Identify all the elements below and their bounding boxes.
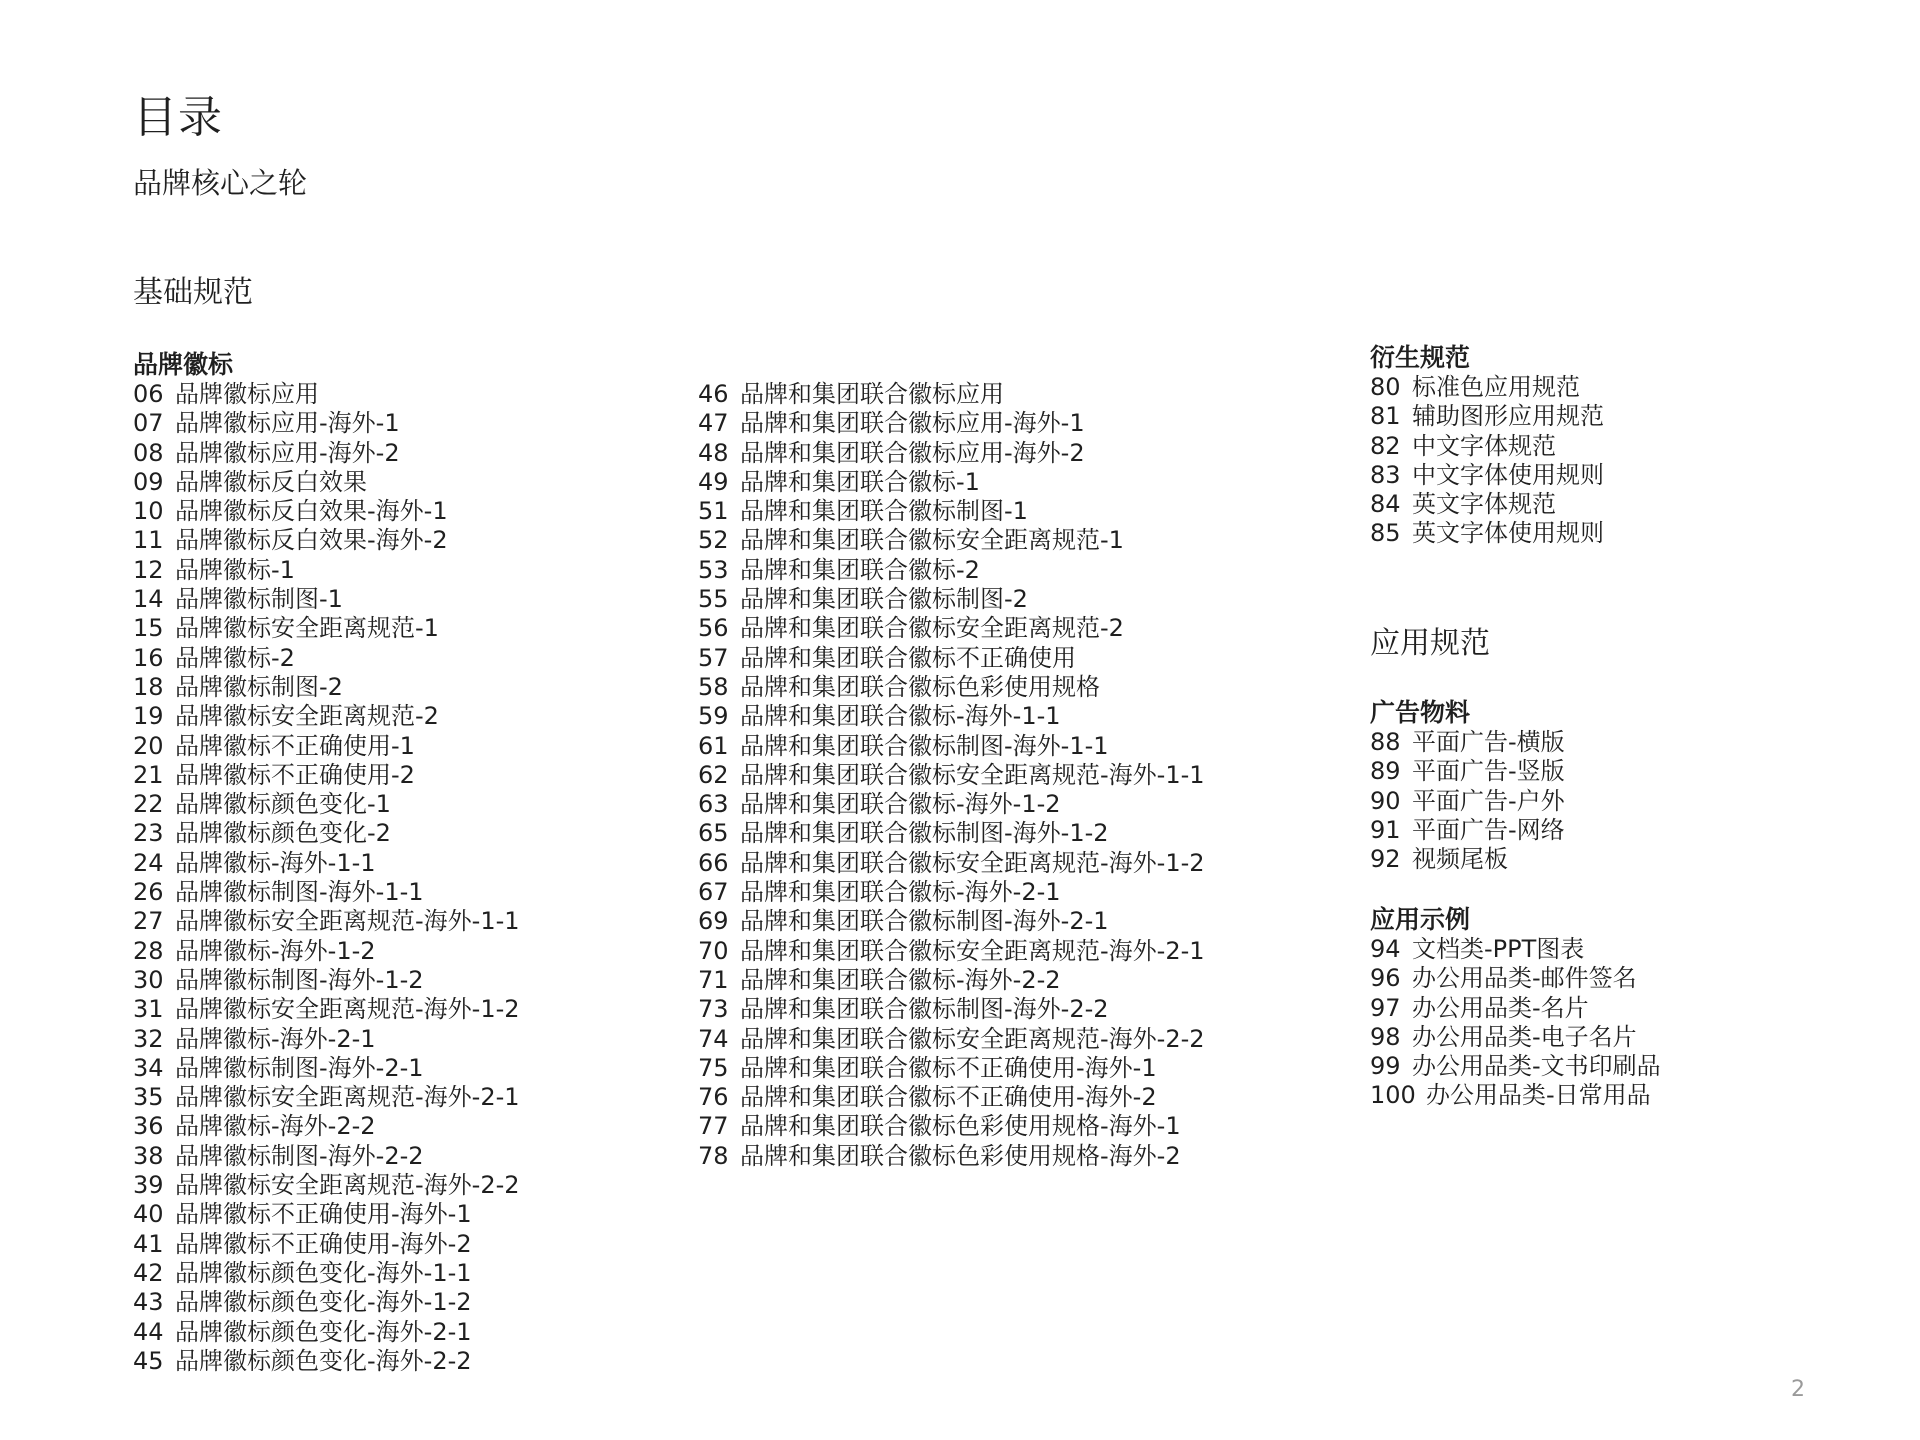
- toc-entry[interactable]: [698, 732, 1205, 761]
- toc-entry[interactable]: [1370, 964, 1661, 993]
- toc-entry-label: 品牌徽标安全距离规范-海外-2-1: [175, 1083, 520, 1112]
- toc-entry-label: 品牌徽标安全距离规范-海外-1-2: [175, 995, 520, 1024]
- toc-entry-label: 品牌和集团联合徽标安全距离规范-海外-2-2: [740, 1024, 1205, 1053]
- toc-column-3-advertising: [1370, 698, 1565, 874]
- toc-entry[interactable]: [1370, 1081, 1661, 1110]
- toc-entry-label: 品牌徽标不正确使用-2: [175, 760, 415, 789]
- toc-entry[interactable]: [133, 380, 520, 409]
- toc-column-3-derivative: [1370, 343, 1604, 549]
- toc-entry-page-number: 12: [133, 555, 164, 584]
- toc-entry[interactable]: [698, 497, 1205, 526]
- toc-entry-label: 平面广告-竖版: [1412, 757, 1565, 786]
- toc-entry-label: 品牌和集团联合徽标-海外-2-1: [740, 878, 1061, 907]
- toc-entry[interactable]: [1370, 994, 1661, 1023]
- group-heading-brand-logo: 品牌徽标: [133, 350, 234, 379]
- toc-entry-label: 品牌徽标不正确使用-1: [175, 731, 415, 760]
- toc-entry-label: 办公用品类-名片: [1412, 993, 1589, 1022]
- toc-entry-page-number: 85: [1370, 519, 1401, 548]
- toc-entry-page-number: 11: [133, 526, 164, 555]
- toc-entry[interactable]: [698, 1112, 1205, 1141]
- toc-entry-label: 品牌徽标制图-海外-2-2: [175, 1141, 424, 1170]
- toc-entry-page-number: 41: [133, 1229, 164, 1258]
- toc-entry[interactable]: [698, 966, 1205, 995]
- toc-entry-page-number: 44: [133, 1317, 164, 1346]
- toc-entry-label: 品牌徽标-海外-1-1: [175, 848, 376, 877]
- toc-entry[interactable]: [698, 644, 1205, 673]
- toc-entry-page-number: 43: [133, 1288, 164, 1317]
- toc-entry-label: 办公用品类-邮件签名: [1412, 964, 1637, 993]
- toc-entry[interactable]: [133, 1025, 520, 1054]
- toc-entry-label: 办公用品类-文书印刷品: [1412, 1052, 1661, 1081]
- toc-entry[interactable]: [698, 995, 1205, 1024]
- toc-entry-page-number: 35: [133, 1083, 164, 1112]
- page-number: 2: [1791, 1377, 1805, 1402]
- toc-entry-page-number: 42: [133, 1258, 164, 1287]
- toc-entry-page-number: 59: [698, 702, 729, 731]
- toc-entry-label: 品牌和集团联合徽标安全距离规范-1: [740, 526, 1124, 555]
- toc-entry-label: 品牌徽标反白效果-海外-1: [175, 497, 448, 526]
- toc-entry-label: 品牌徽标反白效果: [175, 467, 367, 496]
- toc-entry-label: 标准色应用规范: [1412, 373, 1580, 401]
- toc-entry-page-number: 92: [1370, 845, 1401, 874]
- toc-entry[interactable]: [698, 702, 1205, 731]
- toc-entry-label: 品牌徽标应用-海外-2: [175, 438, 400, 467]
- toc-entry-label: 品牌徽标颜色变化-海外-2-1: [175, 1317, 472, 1346]
- toc-entry-label: 品牌和集团联合徽标安全距离规范-海外-2-1: [740, 936, 1205, 965]
- toc-list-brand-logo: [133, 380, 520, 1376]
- toc-entry[interactable]: [133, 1171, 520, 1200]
- toc-entry-page-number: 81: [1370, 402, 1401, 431]
- toc-entry[interactable]: [1370, 519, 1604, 548]
- toc-entry[interactable]: [133, 1318, 520, 1347]
- toc-entry[interactable]: [698, 380, 1205, 409]
- toc-entry-page-number: 70: [698, 936, 729, 965]
- toc-list-examples: [1370, 935, 1661, 1111]
- toc-entry[interactable]: [1370, 1023, 1661, 1052]
- toc-entry-label: 中文字体规范: [1412, 431, 1556, 460]
- toc-entry-page-number: 77: [698, 1112, 729, 1141]
- toc-entry-label: 平面广告-横版: [1412, 728, 1565, 756]
- toc-column-1: [133, 350, 520, 1376]
- toc-entry[interactable]: [698, 849, 1205, 878]
- toc-entry-page-number: 08: [133, 438, 164, 467]
- toc-entry[interactable]: [133, 790, 520, 819]
- toc-entry-page-number: 71: [698, 965, 729, 994]
- toc-entry-label: 品牌徽标应用-海外-1: [175, 409, 400, 438]
- toc-entry[interactable]: [1370, 461, 1604, 490]
- toc-entry[interactable]: [698, 1054, 1205, 1083]
- toc-entry-page-number: 18: [133, 672, 164, 701]
- toc-entry-page-number: 58: [698, 672, 729, 701]
- toc-entry-label: 品牌徽标-海外-1-2: [175, 936, 376, 965]
- toc-entry-page-number: 55: [698, 585, 729, 614]
- toc-entry-page-number: 39: [133, 1171, 164, 1200]
- toc-entry[interactable]: [133, 1112, 520, 1141]
- toc-entry-label: 品牌徽标-海外-2-2: [175, 1112, 376, 1141]
- toc-entry-page-number: 67: [698, 878, 729, 907]
- toc-entry[interactable]: [1370, 373, 1604, 402]
- toc-entry-page-number: 76: [698, 1083, 729, 1112]
- toc-entry-page-number: 53: [698, 555, 729, 584]
- toc-entry-label: 品牌和集团联合徽标不正确使用-海外-1: [740, 1053, 1157, 1082]
- toc-entry-page-number: 75: [698, 1053, 729, 1082]
- toc-entry-page-number: 32: [133, 1024, 164, 1053]
- toc-entry-label: 品牌徽标制图-1: [175, 585, 343, 614]
- toc-entry-page-number: 57: [698, 643, 729, 672]
- toc-entry-page-number: 07: [133, 409, 164, 438]
- toc-entry[interactable]: [698, 468, 1205, 497]
- toc-entry[interactable]: [698, 409, 1205, 438]
- toc-entry[interactable]: [698, 556, 1205, 585]
- toc-entry[interactable]: [133, 526, 520, 555]
- toc-entry-label: 品牌徽标-1: [175, 555, 295, 584]
- toc-entry[interactable]: [133, 761, 520, 790]
- toc-entry-label: 品牌徽标应用: [175, 380, 319, 408]
- toc-entry[interactable]: [133, 849, 520, 878]
- toc-entry-label: 视频尾板: [1412, 845, 1508, 874]
- toc-entry-label: 品牌和集团联合徽标-2: [740, 555, 980, 584]
- toc-entry[interactable]: [698, 761, 1205, 790]
- toc-entry[interactable]: [1370, 728, 1565, 757]
- toc-entry[interactable]: [1370, 432, 1604, 461]
- toc-entry[interactable]: [133, 878, 520, 907]
- toc-entry-page-number: 61: [698, 731, 729, 760]
- toc-entry-label: 品牌徽标制图-2: [175, 672, 343, 701]
- toc-entry-page-number: 80: [1370, 373, 1401, 401]
- toc-entry-label: 品牌和集团联合徽标制图-1: [740, 497, 1028, 526]
- toc-entry-label: 品牌徽标颜色变化-2: [175, 819, 391, 848]
- toc-entry[interactable]: [133, 614, 520, 643]
- toc-entry-label: 品牌和集团联合徽标色彩使用规格-海外-1: [740, 1112, 1181, 1141]
- toc-entry[interactable]: [698, 907, 1205, 936]
- group-heading-advertising: 广告物料: [1370, 698, 1471, 727]
- toc-entry-page-number: 46: [698, 380, 729, 408]
- toc-entry-page-number: 21: [133, 760, 164, 789]
- toc-entry-page-number: 19: [133, 702, 164, 731]
- toc-entry-label: 品牌徽标制图-海外-2-1: [175, 1053, 424, 1082]
- toc-column-3-examples: [1370, 905, 1661, 1111]
- toc-entry[interactable]: [698, 1025, 1205, 1054]
- toc-entry-label: 品牌和集团联合徽标应用-海外-2: [740, 438, 1085, 467]
- toc-entry-page-number: 96: [1370, 964, 1401, 993]
- toc-entry[interactable]: [133, 439, 520, 468]
- toc-entry[interactable]: [133, 1142, 520, 1171]
- toc-entry-label: 品牌徽标制图-海外-1-2: [175, 965, 424, 994]
- toc-entry-page-number: 99: [1370, 1052, 1401, 1081]
- toc-entry[interactable]: [1370, 816, 1565, 845]
- toc-entry[interactable]: [1370, 490, 1604, 519]
- toc-entry[interactable]: [133, 732, 520, 761]
- toc-entry-page-number: 40: [133, 1200, 164, 1229]
- toc-entry[interactable]: [1370, 935, 1661, 964]
- toc-entry-label: 品牌徽标颜色变化-海外-1-1: [175, 1258, 472, 1287]
- toc-entry[interactable]: [133, 937, 520, 966]
- toc-entry-label: 文档类-PPT图表: [1412, 935, 1585, 963]
- toc-entry-page-number: 69: [698, 907, 729, 936]
- toc-entry-page-number: 47: [698, 409, 729, 438]
- toc-entry-page-number: 98: [1370, 1022, 1401, 1051]
- page-title: 目录: [133, 92, 223, 143]
- toc-entry-page-number: 94: [1370, 935, 1401, 963]
- toc-entry-page-number: 14: [133, 585, 164, 614]
- toc-entry-page-number: 28: [133, 936, 164, 965]
- toc-entry-label: 英文字体规范: [1412, 490, 1556, 519]
- toc-entry-page-number: 73: [698, 995, 729, 1024]
- section-heading-basic: 基础规范: [133, 275, 253, 310]
- toc-entry[interactable]: [133, 556, 520, 585]
- toc-entry-label: 品牌和集团联合徽标安全距离规范-海外-1-1: [740, 760, 1205, 789]
- toc-entry-label: 品牌徽标不正确使用-海外-1: [175, 1200, 472, 1229]
- toc-entry-label: 品牌徽标安全距离规范-海外-1-1: [175, 907, 520, 936]
- toc-entry-page-number: 23: [133, 819, 164, 848]
- toc-entry[interactable]: [698, 673, 1205, 702]
- toc-entry-page-number: 15: [133, 614, 164, 643]
- toc-entry-page-number: 27: [133, 907, 164, 936]
- toc-entry[interactable]: [133, 468, 520, 497]
- toc-entry[interactable]: [133, 497, 520, 526]
- toc-entry-page-number: 62: [698, 760, 729, 789]
- toc-entry[interactable]: [1370, 1052, 1661, 1081]
- toc-entry-page-number: 90: [1370, 786, 1401, 815]
- toc-entry-page-number: 88: [1370, 728, 1401, 756]
- toc-entry-label: 平面广告-网络: [1412, 815, 1565, 844]
- toc-entry-label: 品牌和集团联合徽标-海外-1-1: [740, 702, 1061, 731]
- toc-entry-label: 办公用品类-日常用品: [1426, 1081, 1651, 1110]
- toc-entry-page-number: 63: [698, 790, 729, 819]
- toc-entry[interactable]: [698, 585, 1205, 614]
- toc-entry-label: 品牌和集团联合徽标色彩使用规格-海外-2: [740, 1141, 1181, 1170]
- toc-entry[interactable]: [133, 819, 520, 848]
- toc-entry-page-number: 06: [133, 380, 164, 408]
- toc-entry[interactable]: [133, 995, 520, 1024]
- toc-entry-page-number: 20: [133, 731, 164, 760]
- toc-entry-label: 品牌和集团联合徽标制图-海外-1-2: [740, 819, 1109, 848]
- toc-entry-page-number: 34: [133, 1053, 164, 1082]
- toc-entry-label: 品牌和集团联合徽标-海外-1-2: [740, 790, 1061, 819]
- toc-entry[interactable]: [133, 673, 520, 702]
- toc-entry-page-number: 83: [1370, 460, 1401, 489]
- toc-entry-label: 品牌和集团联合徽标制图-2: [740, 585, 1028, 614]
- toc-entry[interactable]: [1370, 402, 1604, 431]
- section-heading-application: 应用规范: [1370, 626, 1490, 661]
- toc-entry-page-number: 74: [698, 1024, 729, 1053]
- toc-entry-page-number: 26: [133, 878, 164, 907]
- toc-entry[interactable]: [133, 644, 520, 673]
- toc-entry-page-number: 51: [698, 497, 729, 526]
- toc-entry[interactable]: [133, 702, 520, 731]
- toc-entry[interactable]: [133, 907, 520, 936]
- toc-entry-label: 品牌和集团联合徽标-1: [740, 467, 980, 496]
- toc-entry[interactable]: [1370, 757, 1565, 786]
- toc-entry-page-number: 22: [133, 790, 164, 819]
- toc-entry-label: 品牌徽标不正确使用-海外-2: [175, 1229, 472, 1258]
- toc-entry-label: 品牌和集团联合徽标-海外-2-2: [740, 965, 1061, 994]
- toc-entry-label: 品牌徽标-海外-2-1: [175, 1024, 376, 1053]
- toc-entry-label: 品牌和集团联合徽标应用: [740, 380, 1004, 408]
- toc-entry-page-number: 100: [1370, 1081, 1416, 1110]
- toc-entry-label: 辅助图形应用规范: [1412, 402, 1604, 431]
- toc-list-cobrand-logo: [698, 380, 1205, 1171]
- toc-entry-label: 品牌徽标-2: [175, 643, 295, 672]
- toc-entry-page-number: 84: [1370, 490, 1401, 519]
- toc-entry-label: 品牌徽标安全距离规范-海外-2-2: [175, 1171, 520, 1200]
- toc-entry-page-number: 31: [133, 995, 164, 1024]
- toc-entry[interactable]: [133, 966, 520, 995]
- toc-entry-label: 品牌和集团联合徽标色彩使用规格: [740, 672, 1100, 701]
- toc-entry-page-number: 56: [698, 614, 729, 643]
- toc-entry[interactable]: [133, 1259, 520, 1288]
- toc-entry-page-number: 91: [1370, 815, 1401, 844]
- toc-entry-label: 品牌和集团联合徽标安全距离规范-海外-1-2: [740, 848, 1205, 877]
- toc-entry-page-number: 09: [133, 467, 164, 496]
- toc-entry-label: 品牌和集团联合徽标制图-海外-2-2: [740, 995, 1109, 1024]
- toc-entry[interactable]: [133, 1230, 520, 1259]
- group-heading-derivative: 衍生规范: [1370, 343, 1471, 372]
- toc-entry[interactable]: [133, 1054, 520, 1083]
- toc-entry[interactable]: [133, 1083, 520, 1112]
- toc-entry[interactable]: [698, 614, 1205, 643]
- toc-entry-label: 平面广告-户外: [1412, 786, 1565, 815]
- toc-entry-page-number: 89: [1370, 757, 1401, 786]
- toc-list-derivative: [1370, 373, 1604, 549]
- toc-entry-page-number: 30: [133, 965, 164, 994]
- toc-column-2: [698, 380, 1205, 1171]
- toc-entry-label: 品牌徽标安全距离规范-1: [175, 614, 439, 643]
- toc-entry-page-number: 82: [1370, 431, 1401, 460]
- toc-entry-page-number: 49: [698, 467, 729, 496]
- toc-entry-page-number: 65: [698, 819, 729, 848]
- toc-entry[interactable]: [133, 409, 520, 438]
- toc-entry-page-number: 36: [133, 1112, 164, 1141]
- toc-entry-label: 品牌徽标颜色变化-海外-1-2: [175, 1288, 472, 1317]
- toc-entry[interactable]: [698, 439, 1205, 468]
- toc-entry[interactable]: [698, 1142, 1205, 1171]
- toc-entry[interactable]: [698, 878, 1205, 907]
- toc-entry-page-number: 66: [698, 848, 729, 877]
- toc-entry[interactable]: [698, 819, 1205, 848]
- toc-entry-page-number: 10: [133, 497, 164, 526]
- toc-entry[interactable]: [133, 1200, 520, 1229]
- toc-entry-core-wheel[interactable]: 品牌核心之轮: [133, 166, 308, 200]
- toc-entry-label: 中文字体使用规则: [1412, 460, 1604, 489]
- toc-entry[interactable]: [133, 585, 520, 614]
- toc-entry-label: 品牌和集团联合徽标应用-海外-1: [740, 409, 1085, 438]
- toc-entry-label: 品牌徽标颜色变化-1: [175, 790, 391, 819]
- toc-list-advertising: [1370, 728, 1565, 874]
- toc-entry-label: 办公用品类-电子名片: [1412, 1022, 1637, 1051]
- toc-entry[interactable]: [1370, 845, 1565, 874]
- toc-entry-label: 品牌徽标制图-海外-1-1: [175, 878, 424, 907]
- toc-entry-label: 品牌和集团联合徽标制图-海外-2-1: [740, 907, 1109, 936]
- toc-entry-label: 品牌和集团联合徽标不正确使用: [740, 643, 1076, 672]
- group-heading-examples: 应用示例: [1370, 905, 1471, 934]
- toc-entry-label: 品牌和集团联合徽标制图-海外-1-1: [740, 731, 1109, 760]
- toc-entry[interactable]: [1370, 787, 1565, 816]
- toc-entry[interactable]: [133, 1347, 520, 1376]
- toc-entry-label: 英文字体使用规则: [1412, 519, 1604, 548]
- toc-entry-label: 品牌徽标反白效果-海外-2: [175, 526, 448, 555]
- toc-entry[interactable]: [698, 1083, 1205, 1112]
- toc-entry-page-number: 38: [133, 1141, 164, 1170]
- toc-entry-page-number: 48: [698, 438, 729, 467]
- toc-entry-page-number: 78: [698, 1141, 729, 1170]
- toc-entry-page-number: 97: [1370, 993, 1401, 1022]
- toc-entry[interactable]: [698, 790, 1205, 819]
- toc-entry-page-number: 16: [133, 643, 164, 672]
- toc-entry-label: 品牌和集团联合徽标不正确使用-海外-2: [740, 1083, 1157, 1112]
- toc-entry-page-number: 45: [133, 1346, 164, 1375]
- toc-entry-label: 品牌和集团联合徽标安全距离规范-2: [740, 614, 1124, 643]
- toc-entry-label: 品牌徽标安全距离规范-2: [175, 702, 439, 731]
- toc-entry-label: 品牌徽标颜色变化-海外-2-2: [175, 1346, 472, 1375]
- toc-entry[interactable]: [698, 937, 1205, 966]
- toc-entry[interactable]: [133, 1288, 520, 1317]
- toc-entry[interactable]: [698, 526, 1205, 555]
- toc-entry-page-number: 24: [133, 848, 164, 877]
- toc-entry-page-number: 52: [698, 526, 729, 555]
